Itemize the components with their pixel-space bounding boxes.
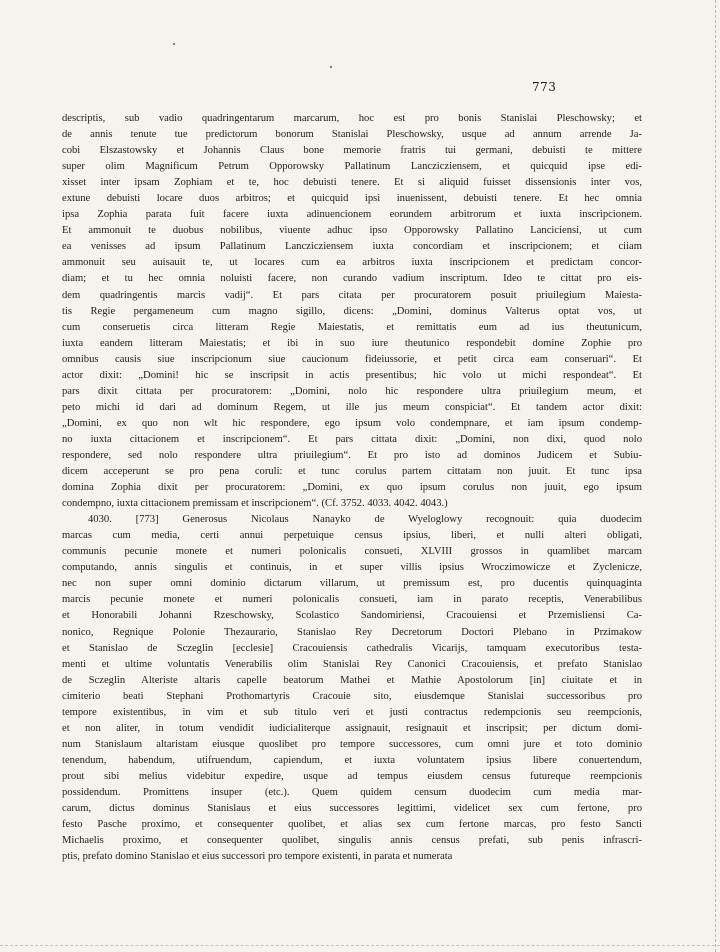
text-line: dem quadringentis marcis vadij“. Et pars citata per procuratorem posuit priuilegium Maiesta-: [62, 289, 642, 301]
text-line: nec non super omni dominio dictarum villarum, ut premissum est, pro ducentis quinquaginta: [62, 578, 642, 590]
text-line: pars dixit cittata per procuratorem: „Domini, nolo hic respondere ultra priuilegium meum, et: [62, 385, 642, 397]
text-line: marcas cum media, certi annui perpetuique census ipsius, liberi, et nulli alteri obligati,: [62, 530, 642, 542]
text-line: festo Pasche proximo, et consequenter quolibet, et alias sex cum fertone marcas, pro festo Sancti: [62, 819, 642, 831]
text-line: actor dixit: „Domini! hic se inscripsit in actis presentibus; hic volo ut michi respondeat“. Et: [62, 369, 642, 381]
text-line: respondere, sed nolo respondere ultra priuilegium“. Et pro isto ad dominos Judicem et Subiu-: [62, 449, 642, 461]
page-number: 773: [532, 80, 557, 94]
text-line: ammonuit seu auisauit te, ut locares cum ea arbitros iuxta inscripcionem et predictam concor-: [62, 257, 642, 269]
text-line: prout sibi melius videbitur expedire, usque ad tempus eiusdem census futureque reempcionis: [62, 770, 642, 782]
text-line: no iuxta cittacionem et inscripcionem“. Et pars cittata dixit: „Domini, non dixi, quod nolo: [62, 433, 642, 445]
text-line: menti et ultime voluntatis Venerabilis olim Stanislai Rey Canonici Cracouiensis, et prefato Stanislao: [62, 658, 642, 670]
text-line: diam; et tu hec omnia noluisti facere, non curando vadium inscriptum. Ideo te cittat pro eis-: [62, 273, 642, 285]
text-line: num Stanislaum altaristam eiusque quoslibet pro tempore successores, cum omni jure et toto dominio: [62, 738, 642, 750]
text-line: possidendum. Promittens insuper (etc.). Quem quidem censum duodecim cum media mar-: [62, 786, 642, 798]
text-line: tenendum, habendum, utifruendum, capiendum, et iuxta voluntatem ipsius libere conuertendum,: [62, 754, 642, 766]
text-line: iuxta eandem litteram Maiestatis; et ibi in suo iure theutunico respondebit domine Zophie pro: [62, 337, 642, 349]
text-line: ipsa Zophia parata fuit facere iuxta adinuencionem eorundem arbitrorum et iuxta inscripcionem.: [62, 209, 642, 221]
text-line: „Domini, ex quo non wlt hic respondere, ego ipsum volo condempnare, et iam ipsum condemp-: [62, 417, 642, 429]
text-line: 4030. [773] Generosus Nicolaus Nanayko de Wyeloglowy recognouit: quia duodecim: [88, 514, 642, 526]
text-line: tis Regie pergameneum cum magno sigillo, dicens: „Domini, dominus Valterus optat vos, ut: [62, 305, 642, 317]
text-line: extune debuisti locare duos arbitros; et quicquid ipsi inuenissent, debuisti tenere. Et hec omnia: [62, 193, 642, 205]
text-line: ea venisses ad ipsum Pallatinum Lanczicziensem iuxta concordiam et inscripcionem; et ciiam: [62, 241, 642, 253]
text-line: cum conseruetis circa litteram Regie Maiestatis, et remittatis eum ad ius theutunicum,: [62, 321, 642, 333]
text-line: carum, dictus dominus Stanislaus et eius successores legittimi, videlicet sex cum fertone, pro: [62, 803, 642, 815]
text-line: Michaelis proximo, et consequenter quolibet, singulis annis census prefati, sub penis infrascri-: [62, 835, 642, 847]
text-line: de annis tenute tue predictorum bonorum Stanislai Pleschowsky, usque ad annum arrende Ja-: [62, 129, 642, 141]
text-line: tempore existentibus, in vim et sub titulo veri et justi contractus redempcionis seu reempcionis,: [62, 706, 642, 718]
text-line: super olim Magnificum Petrum Opporowsky Pallatinum Lanczicziensem, et quicquid ipse edi-: [62, 161, 642, 173]
text-line: ptis, prefato domino Stanislao et eius successori pro tempore existenti, in parata et numerata: [62, 851, 453, 863]
text-line: de Sczeglin Alteriste altaris capelle beatorum Mathei et Mathie Apostolorum [in] ciuitate et in: [62, 674, 642, 686]
text-line: communis pecunie monete et numeri polonicalis consueti, XLVIII grossos in quamlibet marcam: [62, 546, 642, 558]
text-line: Et ammonuit te duobus nobilibus, viuente adhuc ipso Opporowsky Pallatino Lanciciensi, ut cum: [62, 225, 642, 237]
text-line: domina Zophia dixit per procuratorem: „Domini, ex quo ipsum corulus non juuit, ego ipsum: [62, 482, 642, 494]
text-line: nonico, Regnique Polonie Thezaurario, Stanislao Rey Decretorum Doctori Plebano in Przimakow: [62, 626, 642, 638]
paper-speck: [330, 66, 332, 68]
text-line: dicem acceperunt se pro pena coruli: et tunc corulus partem cittatam non juuit. Et tunc ipsa: [62, 466, 642, 478]
text-line: cobi Elszastowsky et Johannis Claus bone memorie fratris tui germani, debuisti te mittere: [62, 145, 642, 157]
text-line: xisset inter ipsam Zophiam et te, hoc debuisti tenere. Et si aliquid fuisset dissensionis inter vos,: [62, 177, 642, 189]
paper-speck: [173, 43, 175, 45]
text-line: computando, annis singulis et continuis, in et super villis ipsius Wroczimowicze et Zyclenicze,: [62, 562, 642, 574]
document-body: [62, 111, 642, 865]
text-line: et Stanislao de Sczeglin [ecclesie] Cracouiensis cathedralis Vicarijs, tamquam executoribus testa-: [62, 642, 642, 654]
text-line: peto michi id dari ad dominum Regem, ut ille jus meum conspiciat“. Et tandem actor dixit:: [62, 401, 642, 413]
text-line: et non aliter, in totum vendidit iudicialiterque assignauit, resignauit et inscripsit; per dictum domi-: [62, 722, 642, 734]
page-edge-bottom: [0, 944, 720, 946]
text-line: condempno, iuxta cittacionem premissam et inscripcionem“. (Cf. 3752. 4033. 4042. 4043.): [62, 498, 448, 510]
page-edge-right: [714, 0, 716, 952]
text-line: et Honorabili Johanni Rzeschowsky, Scolastico Sandomiriensi, Cracouiensi et Przemisliensi Ca-: [62, 610, 642, 622]
text-line: cimiterio beati Stephani Prothomartyris Cracouie sito, eiusdemque Stanislai successoribus pro: [62, 690, 642, 702]
text-line: marcis pecunie monete et numeri polonicalis consueti, iam in parato receptis, Venerabilibus: [62, 594, 642, 606]
text-line: omnibus causis siue inscripcionum siue caucionum fideiussorie, et petit circa eam conseruari“. Et: [62, 353, 642, 365]
text-line: descriptis, sub vadio quadringentarum marcarum, hoc est pro bonis Stanislai Pleschowsky; et: [62, 113, 642, 124]
